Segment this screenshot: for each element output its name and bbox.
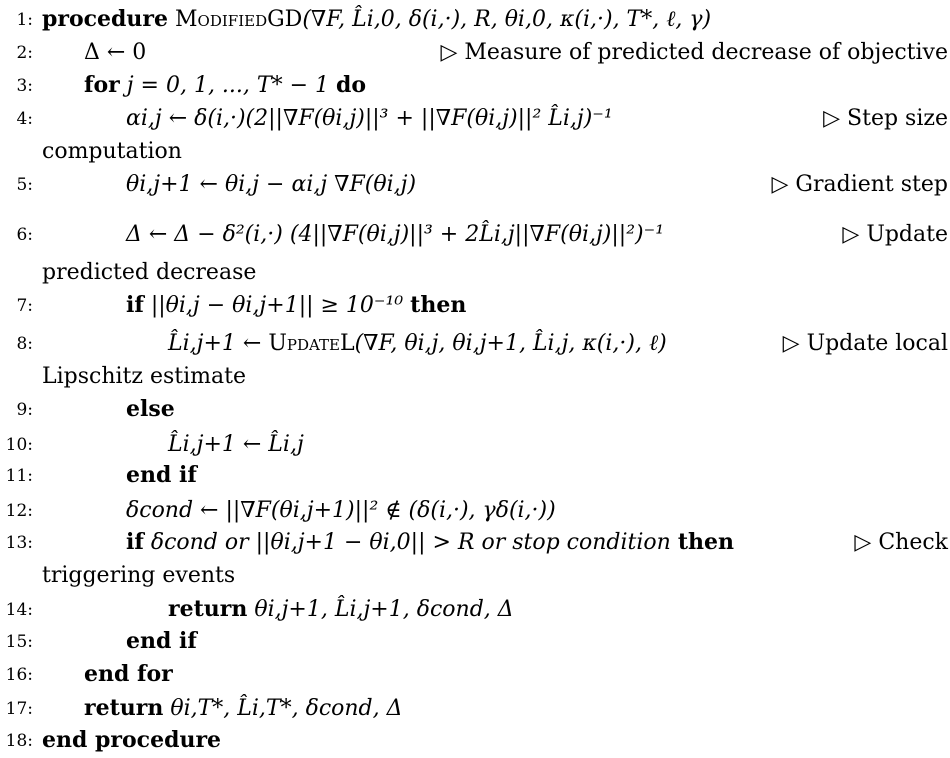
algo-line-2	[0, 36, 950, 69]
keyword-if: if	[126, 529, 144, 555]
keyword-for: for	[84, 72, 120, 98]
comment: ▷ Gradient step	[771, 172, 948, 197]
algo-line-7	[0, 289, 950, 322]
keyword-return: return	[84, 695, 164, 721]
comment-continuation: triggering events	[42, 563, 236, 588]
algo-line-6	[0, 218, 950, 251]
function-name: UpdateL	[268, 331, 355, 356]
procedure-args: (∇F, L̂i,0, δ(i,·), R, θi,0, κ(i,·), T*, ℓ, γ)	[302, 7, 712, 32]
line-number: 11:	[5, 466, 33, 486]
keyword-if: if	[126, 292, 144, 318]
algo-line-5	[0, 168, 950, 201]
return-statement: return θi,T*, L̂i,T*, δcond, Δ	[84, 695, 403, 721]
algo-line-13-continuation	[0, 559, 950, 592]
algo-line-1	[0, 3, 950, 36]
keyword-do: do	[336, 72, 367, 98]
keyword-then: then	[677, 529, 734, 555]
line-number: 14:	[5, 600, 33, 620]
line-number: 10:	[5, 435, 33, 455]
algo-line-8	[0, 327, 950, 360]
keyword-procedure: procedure	[42, 6, 169, 32]
comment-continuation: computation	[42, 139, 182, 164]
if-statement: if δcond or ||θi,j+1 − θi,0|| > R or stop condition then	[126, 529, 734, 555]
algo-line-10	[0, 428, 950, 461]
comment-triangle-icon: ▷	[842, 222, 860, 247]
keyword-return: return	[168, 596, 248, 622]
line-number: 8:	[16, 334, 33, 354]
comment-triangle-icon: ▷	[440, 40, 458, 65]
algo-line-4	[0, 102, 950, 135]
comment-triangle-icon: ▷	[782, 331, 800, 356]
line-number: 4:	[16, 109, 33, 129]
algo-line-11	[0, 459, 950, 492]
algo-line-9	[0, 393, 950, 426]
code-text: αi,j ← δ(i,·)(2||∇F(θi,j)||³ + ||∇F(θi,j)||² L̂i,j)⁻¹	[126, 106, 613, 131]
line-number: 6:	[16, 225, 33, 245]
keyword-else: else	[126, 396, 175, 422]
if-statement: if ||θi,j − θi,j+1|| ≥ 10⁻¹⁰ then	[126, 292, 467, 318]
algo-line-12	[0, 494, 950, 527]
line-number: 9:	[16, 400, 33, 420]
line-number: 15:	[5, 632, 33, 652]
comment-triangle-icon: ▷	[823, 106, 841, 131]
line-number: 18:	[5, 731, 33, 751]
line-number: 5:	[16, 175, 33, 195]
comment-triangle-icon: ▷	[854, 530, 872, 555]
code-text: θi,j+1 ← θi,j − αi,j ∇F(θi,j)	[126, 172, 417, 197]
algo-line-17	[0, 692, 950, 725]
comment: ▷ Step size	[823, 106, 948, 131]
comment-continuation: Lipschitz estimate	[42, 364, 246, 389]
for-statement: for j = 0, 1, ..., T* − 1 do	[84, 72, 367, 98]
algo-line-16	[0, 658, 950, 691]
comment: ▷ Measure of predicted decrease of objective	[440, 40, 948, 65]
line-number: 1:	[16, 10, 33, 30]
comment-continuation: predicted decrease	[42, 260, 257, 285]
line-number: 7:	[16, 296, 33, 316]
line-number: 13:	[5, 533, 33, 553]
return-statement: return θi,j+1, L̂i,j+1, δcond, Δ	[168, 596, 514, 622]
keyword-end-if: end if	[126, 628, 197, 654]
line-number: 12:	[5, 501, 33, 521]
keyword-end-if: end if	[126, 462, 197, 488]
procedure-header	[42, 3, 711, 36]
line-number: 3:	[16, 76, 33, 96]
procedure-name: ModifiedGD	[175, 7, 303, 32]
comment: ▷ Update local	[782, 331, 948, 356]
algo-line-18	[0, 724, 950, 757]
keyword-end-procedure: end procedure	[42, 727, 222, 753]
code-text: Δ ← Δ − δ²(i,·) (4||∇F(θi,j)||³ + 2L̂i,j||∇F(θi,j)||²)⁻¹	[126, 222, 665, 247]
code-text: δcond ← ||∇F(θi,j+1)||² ∉ (δ(i,·), γδ(i,·))	[126, 498, 556, 523]
comment: ▷ Update	[842, 222, 948, 247]
keyword-end-for: end for	[84, 661, 173, 687]
algo-line-4-continuation	[0, 135, 950, 168]
keyword-then: then	[410, 292, 467, 318]
line-number: 2:	[16, 43, 33, 63]
algo-line-15	[0, 625, 950, 658]
algo-line-3	[0, 69, 950, 102]
code-text: L̂i,j+1 ← L̂i,j	[168, 432, 304, 457]
algo-line-6-continuation	[0, 256, 950, 289]
algo-line-14	[0, 593, 950, 626]
algo-line-8-continuation	[0, 360, 950, 393]
comment: ▷ Check	[854, 530, 948, 555]
algo-line-13	[0, 526, 950, 559]
comment-triangle-icon: ▷	[771, 172, 789, 197]
code-text: Δ ← 0	[84, 40, 147, 65]
code-text: L̂i,j+1 ← UpdateL(∇F, θi,j, θi,j+1, L̂i,j, κ(i,·), ℓ)	[168, 331, 667, 356]
line-number: 17:	[5, 699, 33, 719]
line-number: 16:	[5, 665, 33, 685]
